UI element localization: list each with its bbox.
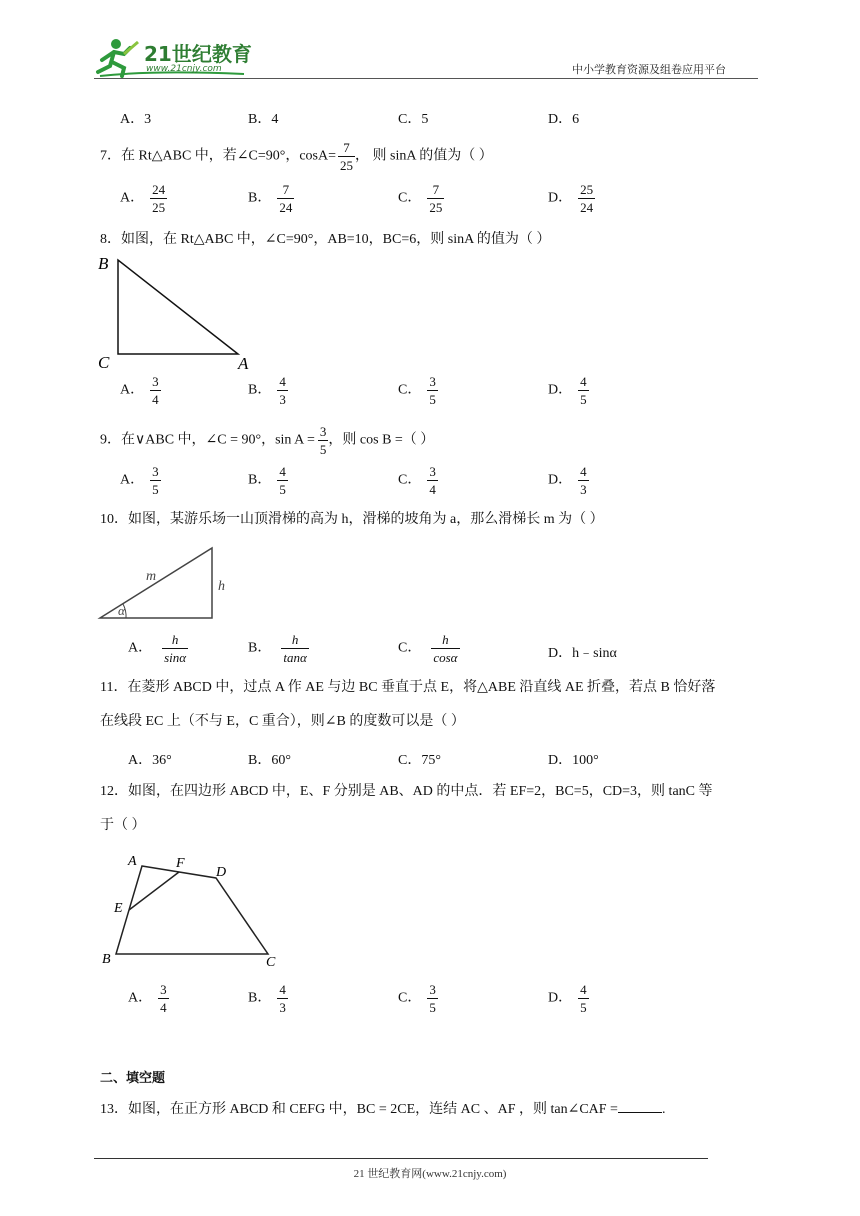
q10-label-m: m — [146, 569, 157, 584]
q6-option-a: A．3 — [120, 112, 152, 127]
q12-option-c: C． $\frac{3}{5}$ — [398, 982, 436, 1015]
q12-stem-line1: 12．如图，在四边形 ABCD 中，E、F 分别是 AB、AD 的中点．若 EF=2，BC=5，CD=3，则 tanC 等 — [100, 784, 713, 799]
q9-option-d: D． $\frac{4}{3}$ — [548, 464, 587, 497]
q10-stem: 10．如图，某游乐场一山顶滑梯的高为 h，滑梯的坡角为 a，那么滑梯长 m 为（ ） — [100, 512, 604, 527]
q6-option-d: D．6 — [548, 112, 580, 127]
header-rule — [94, 78, 758, 79]
q7-option-d: D． $\frac{25}{24}$ — [548, 182, 594, 215]
q11-option-d: D．100° — [548, 753, 599, 768]
q10-option-b: B． $\frac{h}{\tan\alpha}$ — [248, 632, 307, 665]
q7-option-c: C． $\frac{7}{25}$ — [398, 182, 443, 215]
q12-quadrilateral-figure — [96, 850, 296, 972]
q8-stem: 8．如图，在 Rt△ABC 中，∠C=90°，AB=10，BC=6，则 sinA 的值为（ ） — [100, 232, 551, 247]
q6-option-c: C．5 — [398, 112, 429, 127]
q13-answer-blank[interactable] — [618, 1098, 662, 1113]
q11-option-c: C．75° — [398, 753, 441, 768]
q10-option-a: A． $\frac{h}{\sin\alpha}$ — [128, 632, 187, 665]
q11-stem-line2: 在线段 EC 上（不与 E，C 重合），则∠B 的度数可以是（ ） — [100, 714, 465, 729]
q9-option-c: C． $\frac{3}{4}$ — [398, 464, 436, 497]
q6-option-b: B．4 — [248, 112, 279, 127]
q10-label-h: h — [218, 579, 225, 594]
logo-main-text: 21世纪教育 — [144, 42, 252, 66]
q8-option-d: D． $\frac{4}{5}$ — [548, 374, 587, 407]
q10-label-alpha: α — [118, 603, 125, 618]
q10-option-c: C． $\frac{h}{\cos\alpha}$ — [398, 632, 458, 665]
q12-option-d: D． $\frac{4}{5}$ — [548, 982, 587, 1015]
header-right-text: 中小学教育资源及组卷应用平台 — [572, 63, 726, 76]
q12-option-a: A． $\frac{3}{4}$ — [128, 982, 167, 1015]
q8-label-a: A — [238, 354, 249, 373]
q9-stem: 9．在∨ABC 中，∠C = 90°，sin A = $\frac{3}{5}$ ，则 cos B =（ ） — [100, 424, 435, 457]
q10-slide-figure — [96, 542, 236, 624]
q7-option-a: A． $\frac{24}{25}$ — [120, 182, 166, 215]
q8-option-a: A． $\frac{3}{4}$ — [120, 374, 159, 407]
q12-label-c: C — [266, 955, 276, 970]
q11-option-b: B．60° — [248, 753, 291, 768]
header-logo — [94, 36, 264, 80]
logo-sub-text: www.21cnjy.com — [146, 64, 222, 74]
q8-label-b: B — [98, 254, 109, 273]
q8-option-b: B． $\frac{4}{3}$ — [248, 374, 286, 407]
q12-label-e: E — [114, 901, 123, 916]
q12-option-b: B． $\frac{4}{3}$ — [248, 982, 286, 1015]
q11-option-a: A．36° — [128, 753, 172, 768]
q12-stem-line2: 于（ ） — [100, 818, 146, 833]
q8-right-triangle-figure — [94, 250, 264, 374]
q10-option-d: D．h﹣sinα — [548, 646, 617, 661]
section-title-fill-blank: 二、填空题 — [100, 1071, 166, 1086]
footer-rule — [94, 1158, 708, 1159]
q9-option-a: A． $\frac{3}{5}$ — [120, 464, 159, 497]
q8-option-c: C． $\frac{3}{5}$ — [398, 374, 436, 407]
footer-text: 21 世纪教育网(www.21cnjy.com) — [353, 1168, 507, 1180]
q11-stem-line1: 11．在菱形 ABCD 中，过点 A 作 AE 与边 BC 垂直于点 E，将△ABE 沿直线 AE 折叠，若点 B 恰好落 — [100, 680, 716, 695]
q12-label-b: B — [102, 952, 111, 967]
q8-label-c: C — [98, 353, 110, 372]
q9-option-b: B． $\frac{4}{5}$ — [248, 464, 286, 497]
q12-label-f: F — [176, 856, 185, 871]
q7-stem: 7．在 Rt△ABC 中，若∠C=90°，cosA= $\frac{7}{25}$ ， 则 sinA 的值为（ ） — [100, 140, 493, 173]
q7-option-b: B． $\frac{7}{24}$ — [248, 182, 293, 215]
q12-label-a: A — [128, 854, 137, 869]
q13-stem: 13．如图，在正方形 ABCD 和 CEFG 中，BC = 2CE，连结 AC 、AF ，则 tan∠CAF = . — [100, 1098, 665, 1120]
q12-label-d: D — [216, 865, 227, 880]
